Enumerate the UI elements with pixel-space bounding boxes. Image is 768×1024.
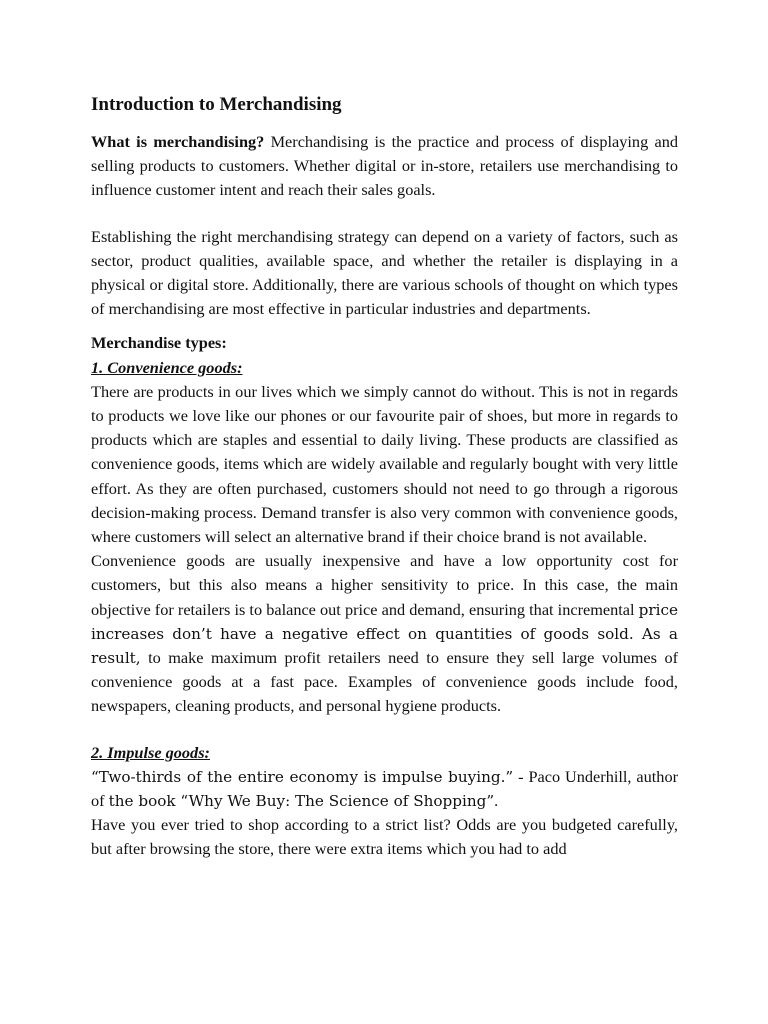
- impulse-book-title: the book “Why We Buy: The Science of Shopping”: [108, 792, 495, 811]
- convenience-goods-heading: 1. Convenience goods:: [91, 357, 243, 377]
- spacer: [91, 321, 678, 331]
- impulse-quote: “Two-thirds of the entire economy is impulse buying.”: [91, 767, 514, 786]
- convenience-p2-end: to make maximum profit retailers need to ensure they sell large volumes of convenience goods at a fast pace. Examples of convenience goods include food, newspapers, cleaning products, and personal hygiene products.: [91, 648, 678, 716]
- intro-text: Merchandising is the practice and process of displaying and selling products to customers. Whether digital or in-store, retailers use merchandising to influence customer intent and reach their sales goals.: [91, 132, 678, 200]
- impulse-quote-paragraph: [91, 765, 678, 813]
- spacer: [91, 203, 678, 225]
- intro-lead: What is merchandising?: [91, 132, 265, 151]
- impulse-book-end: .: [494, 791, 499, 811]
- convenience-paragraph-1: There are products in our lives which we simply cannot do without. This is not in regards to products we love like our phones or our favourite pair of shoes, but more in regards to products which are staples and essential to daily living. These products are classified as convenience goods, items which are widely available and regularly bought with very little effort. As they are often purchased, customers should not need to go through a rigorous decision-making process. Demand transfer is also very common with convenience goods, where customers will select an alternative brand if their choice brand is not available.: [91, 381, 678, 547]
- spacer: [91, 719, 678, 741]
- impulse-goods-heading: 2. Impulse goods:: [91, 742, 210, 762]
- convenience-p2-mid: price increases don’t have a negative effect on quantities of goods sold. As a result,: [91, 600, 678, 668]
- document-title: Introduction to Merchandising: [91, 94, 342, 115]
- convenience-paragraph-2: [91, 549, 678, 718]
- convenience-p2-start: Convenience goods are usually inexpensive and have a low opportunity cost for customers, but this also means a higher sensitivity to price. In this case, the main objective for retailers is to balance out price and demand, ensuring that incremental: [91, 551, 678, 619]
- intro-paragraph: [91, 130, 678, 203]
- impulse-paragraph-1: Have you ever tried to shop according to a strict list? Odds are you budgeted carefully, but after browsing the store, there were extra items which you had to add: [91, 815, 678, 859]
- document-page: [91, 92, 678, 862]
- impulse-quote-attribution: - Paco Underhill, author of: [91, 766, 679, 811]
- strategy-paragraph: Establishing the right merchandising strategy can depend on a variety of factors, such as sector, product qualities, available space, and whether the retailer is displaying in a physical or digital store. Additionally, there are various schools of thought on which types of merchandising are most effective in particular industries and departments.: [91, 226, 678, 319]
- merchandise-types-heading: Merchandise types:: [91, 333, 227, 353]
